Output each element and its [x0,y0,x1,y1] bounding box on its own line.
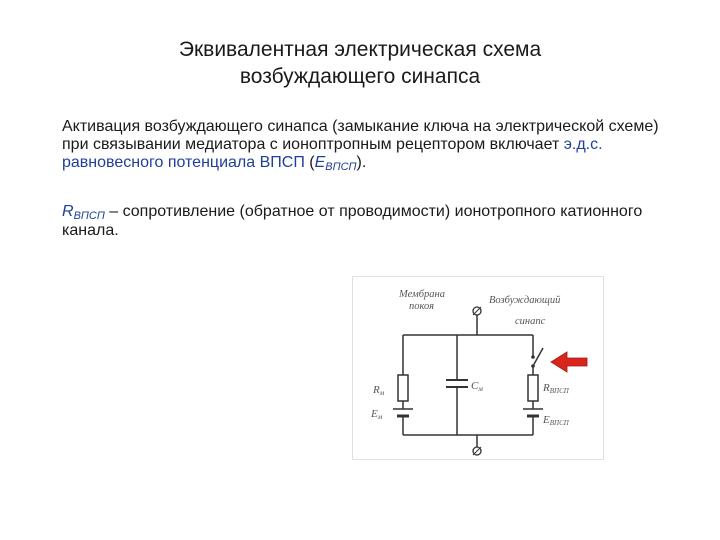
symbol-r-subscript: ВПСП [73,210,105,222]
resistor-rvpsp [528,375,538,401]
activation-arrow-icon [551,352,587,372]
label-rm: Rм [373,384,385,397]
paragraph-resistance [62,203,662,240]
top-terminal [473,307,481,315]
circuit-diagram [352,276,604,460]
label-membrane-line-1: Мембрана [399,289,445,300]
battery-em [393,409,413,416]
emf-phrase: э.д.с. равновесного потенциала ВПСП [62,136,603,171]
paragraph-text: ( [304,154,315,171]
label-synapse-line-2: синапс [515,316,546,327]
label-cm: Cм [471,380,483,393]
label-rvpsp: RВПСП [543,382,569,395]
paragraph-activation [62,118,662,173]
slide-title [0,36,720,90]
label-membrane-line-2: покоя [409,301,435,312]
symbol-e-main: E [314,154,326,171]
label-em: Eм [371,408,383,421]
paragraph-text: – сопротивление (обратное от проводимости) ионотропного катионного канала. [62,203,643,239]
symbol-e-subscript: ВПСП [325,161,357,173]
title-line-1: Эквивалентная электрическая схема [178,38,542,61]
circuit-svg [353,277,603,459]
label-evpsp: EВПСП [543,414,569,427]
label-synapse-line-1: Возбуждающий [489,295,561,306]
bottom-terminal [473,447,481,455]
capacitor-cm [446,380,468,387]
battery-evpsp [523,409,543,416]
resistor-rm [398,375,408,401]
paragraph-text: Активация возбуждающего синапса (замыкание ключа на электрической схеме) при связывании медиатора с ионоптропным рецептором включает [62,118,659,153]
title-line-2: возбуждающего синапса [239,65,481,88]
paragraph-text: ). [356,154,367,171]
symbol-r-main: R [62,203,74,220]
